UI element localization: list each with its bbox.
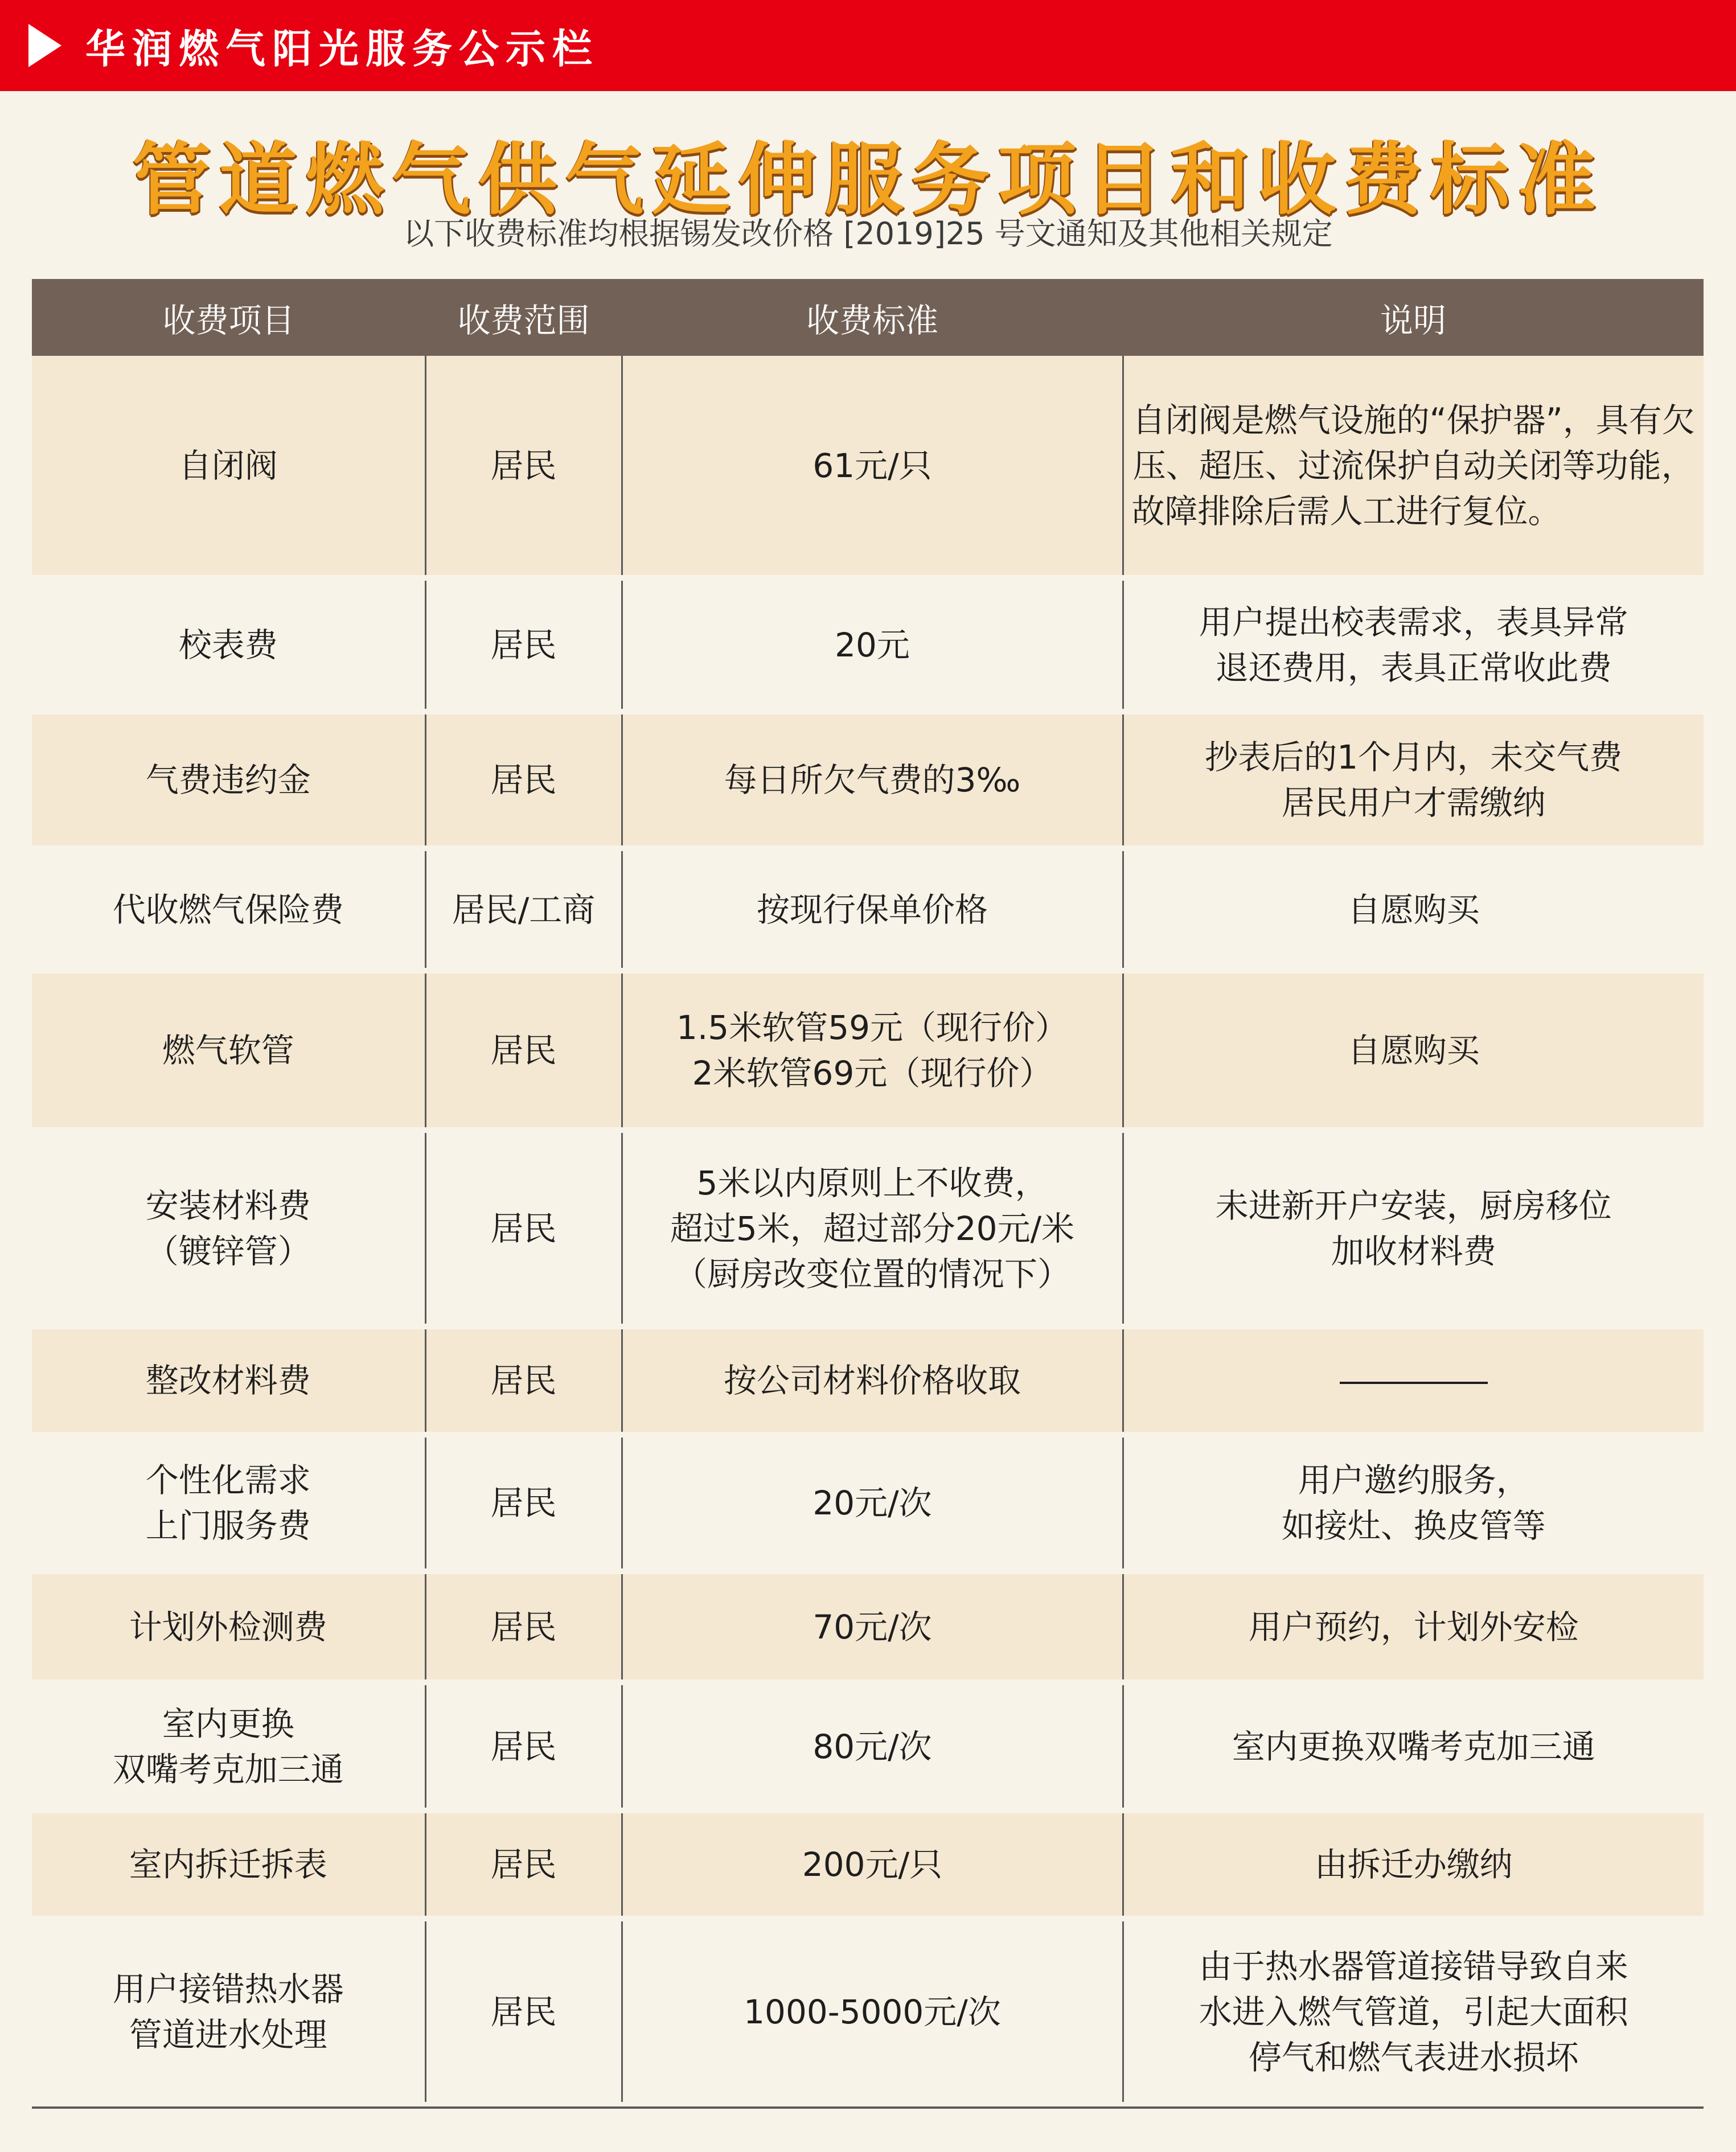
table-row xyxy=(32,1682,1704,1810)
banner-title: 华润燃气阳光服务公示栏 xyxy=(85,25,599,72)
header-note: 说明 xyxy=(1123,279,1704,356)
fee-scope-cell: 居民/工商 xyxy=(425,848,622,971)
fee-scope-cell: 居民 xyxy=(425,1571,622,1682)
empty-dash xyxy=(1340,1382,1488,1384)
fee-standard-cell: 200元/只 xyxy=(622,1810,1123,1919)
fee-scope-cell: 居民 xyxy=(425,578,622,712)
fee-scope-cell: 居民 xyxy=(425,1810,622,1919)
table-row xyxy=(32,1326,1704,1435)
fee-item-cell: 气费违约金 xyxy=(32,712,425,848)
fee-scope-cell: 居民 xyxy=(425,1435,622,1571)
fee-item-cell: 个性化需求 上门服务费 xyxy=(32,1435,425,1571)
play-arrow-icon xyxy=(28,24,61,67)
fee-table xyxy=(32,279,1704,2108)
fee-scope-cell: 居民 xyxy=(425,971,622,1130)
fee-item-cell: 室内更换 双嘴考克加三通 xyxy=(32,1682,425,1810)
fee-note-cell: 用户提出校表需求，表具异常 退还费用，表具正常收此费 xyxy=(1123,578,1704,712)
table-row xyxy=(32,1435,1704,1571)
fee-standard-cell: 1.5米软管59元（现行价） 2米软管69元（现行价） xyxy=(622,971,1123,1130)
fee-standard-cell: 5米以内原则上不收费， 超过5米，超过部分20元/米 （厨房改变位置的情况下） xyxy=(622,1130,1123,1326)
fee-standard-cell: 按公司材料价格收取 xyxy=(622,1326,1123,1435)
fee-item-cell: 用户接错热水器 管道进水处理 xyxy=(32,1919,425,2105)
fee-item-cell: 整改材料费 xyxy=(32,1326,425,1435)
fee-note-cell: 室内更换双嘴考克加三通 xyxy=(1123,1682,1704,1810)
fee-item-cell: 室内拆迁拆表 xyxy=(32,1810,425,1919)
banner xyxy=(0,0,1736,91)
table-row xyxy=(32,1130,1704,1326)
fee-standard-cell: 70元/次 xyxy=(622,1571,1123,1682)
fee-note-cell: 自愿购买 xyxy=(1123,971,1704,1130)
main-title: 管道燃气供气延伸服务项目和收费标准 xyxy=(132,134,1604,225)
table-row xyxy=(32,848,1704,971)
fee-note-cell: 由于热水器管道接错导致自来 水进入燃气管道，引起大面积 停气和燃气表进水损坏 xyxy=(1123,1919,1704,2105)
subtitle: 以下收费标准均根据锡发改价格 [2019]25 号文通知及其他相关规定 xyxy=(403,216,1333,252)
fee-item-cell: 自闭阀 xyxy=(32,356,425,578)
table-row xyxy=(32,1919,1704,2105)
table-header-row xyxy=(32,279,1704,356)
table-bottom-border xyxy=(32,2106,1704,2109)
fee-scope-cell: 居民 xyxy=(425,1326,622,1435)
fee-note-cell: 未进新开户安装，厨房移位 加收材料费 xyxy=(1123,1130,1704,1326)
fee-item-cell: 校表费 xyxy=(32,578,425,712)
header-standard: 收费标准 xyxy=(622,279,1123,356)
fee-standard-cell: 20元 xyxy=(622,578,1123,712)
table-row xyxy=(32,712,1704,848)
header-scope: 收费范围 xyxy=(425,279,622,356)
fee-note-cell: 用户预约，计划外安检 xyxy=(1123,1571,1704,1682)
fee-item-cell: 代收燃气保险费 xyxy=(32,848,425,971)
fee-item-cell: 计划外检测费 xyxy=(32,1571,425,1682)
table-row xyxy=(32,971,1704,1130)
fee-standard-cell: 20元/次 xyxy=(622,1435,1123,1571)
fee-standard-cell: 每日所欠气费的3‰ xyxy=(622,712,1123,848)
table-row xyxy=(32,1810,1704,1919)
fee-scope-cell: 居民 xyxy=(425,1919,622,2105)
table-row xyxy=(32,578,1704,712)
fee-item-cell: 安装材料费 （镀锌管） xyxy=(32,1130,425,1326)
fee-note-cell: 抄表后的1个月内，未交气费 居民用户才需缴纳 xyxy=(1123,712,1704,848)
fee-note-cell: 用户邀约服务， 如接灶、换皮管等 xyxy=(1123,1435,1704,1571)
table-row xyxy=(32,1571,1704,1682)
table-row xyxy=(32,356,1704,578)
fee-note-cell: 自闭阀是燃气设施的“保护器”，具有欠压、超压、过流保护自动关闭等功能，故障排除后需人工进行复位。 xyxy=(1123,356,1704,578)
fee-note-cell xyxy=(1123,1326,1704,1435)
fee-scope-cell: 居民 xyxy=(425,1682,622,1810)
fee-standard-cell: 80元/次 xyxy=(622,1682,1123,1810)
table-body xyxy=(32,356,1704,2105)
fee-note-cell: 由拆迁办缴纳 xyxy=(1123,1810,1704,1919)
fee-scope-cell: 居民 xyxy=(425,712,622,848)
header-item: 收费项目 xyxy=(32,279,425,356)
fee-standard-cell: 61元/只 xyxy=(622,356,1123,578)
fee-scope-cell: 居民 xyxy=(425,356,622,578)
fee-note-cell: 自愿购买 xyxy=(1123,848,1704,971)
fee-standard-cell: 按现行保单价格 xyxy=(622,848,1123,971)
fee-scope-cell: 居民 xyxy=(425,1130,622,1326)
fee-standard-cell: 1000-5000元/次 xyxy=(622,1919,1123,2105)
fee-item-cell: 燃气软管 xyxy=(32,971,425,1130)
